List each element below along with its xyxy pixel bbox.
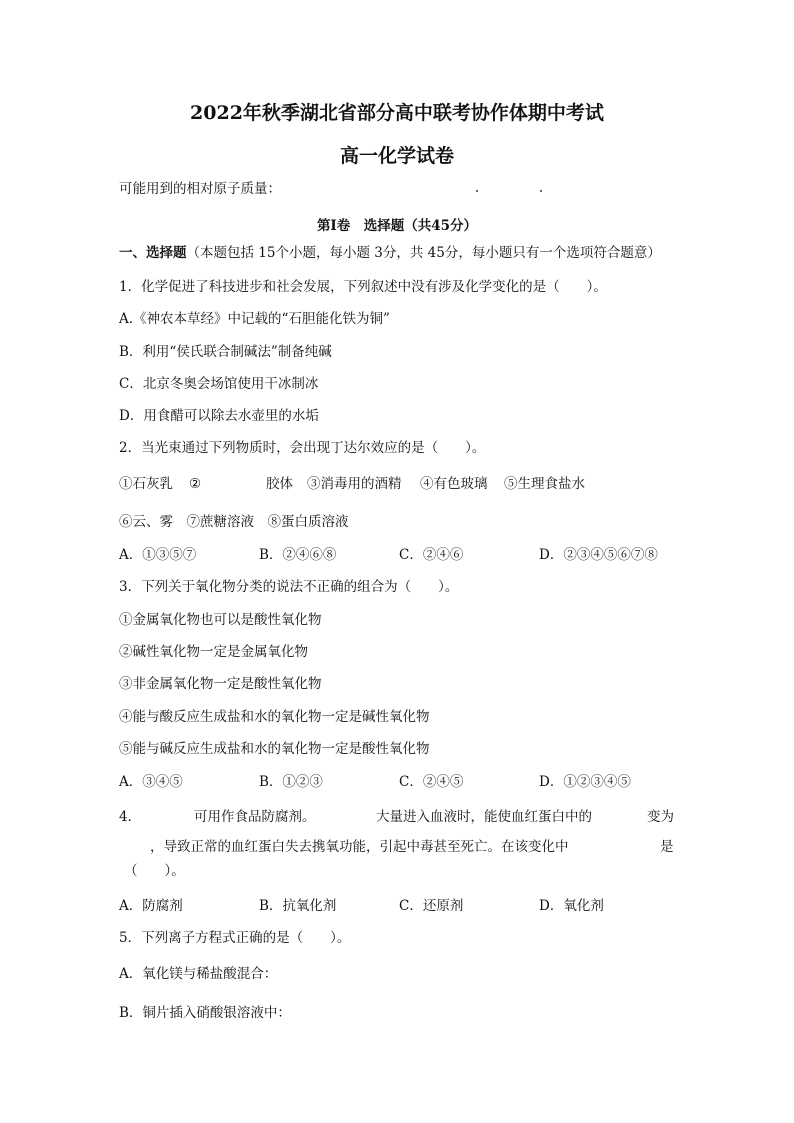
q3-option-a: A．③④⑤	[119, 774, 183, 790]
q3-stem: 3．下列关于氧化物分类的说法不正确的组合为（ ）。	[119, 579, 459, 595]
section1-desc: （本题包括 15个小题，每小题 3分，共 45分，每小题只有一个选项符合题意）	[186, 245, 661, 261]
q2-stem: 2．当光束通过下列物质时，会出现丁达尔效应的是（ ）。	[119, 440, 486, 456]
q2-item-3: ③消毒用的酒精	[307, 476, 402, 492]
q2-item-2: ②	[189, 476, 202, 492]
q4-option-a: A．防腐剂	[119, 898, 183, 914]
q2-item-1: ①石灰乳	[119, 476, 173, 492]
section1-heading: 一、选择题	[119, 245, 187, 261]
q2-item-5: ⑤生理食盐水	[504, 476, 585, 492]
q4-text-6: （ ）。	[124, 863, 185, 879]
q1-option-b: B．利用“侯氏联合制碱法”制备纯碱	[119, 344, 332, 360]
q3-option-d: D．①②③④⑤	[539, 774, 631, 790]
q3-statement-1: ①金属氧化物也可以是酸性氧化物	[119, 612, 322, 628]
q3-option-b: B．①②③	[259, 774, 323, 790]
stray-dot	[476, 190, 478, 192]
q5-stem: 5．下列离子方程式正确的是（ ）。	[119, 930, 351, 946]
atomic-mass-label: 可能用到的相对原子质量：	[119, 181, 281, 197]
q3-statement-5: ⑤能与碱反应生成盐和水的氧化物一定是酸性氧化物	[119, 741, 430, 757]
q4-number: 4．	[119, 809, 142, 825]
q2-option-b: B．②④⑥⑧	[259, 547, 337, 563]
exam-subtitle: 高一化学试卷	[339, 145, 454, 167]
exam-title: 2022年秋季湖北省部分高中联考协作体期中考试	[190, 102, 604, 124]
q4-text-4: ，导致正常的血红蛋白失去携氧功能，引起中毒甚至死亡。在该变化中	[150, 839, 569, 855]
q2-items-line2: ⑥云、雾 ⑦蔗糖溶液 ⑧蛋白质溶液	[119, 514, 349, 530]
q4-text-3: 变为	[647, 809, 674, 825]
q2-option-d: D．②③④⑤⑥⑦⑧	[539, 547, 658, 563]
section1-heading-line	[119, 244, 661, 262]
q4-option-c: C．还原剂	[399, 898, 464, 914]
q3-statement-2: ②碱性氧化物一定是金属氧化物	[119, 644, 308, 660]
stray-dot	[540, 190, 542, 192]
q1-option-c: C．北京冬奥会场馆使用干冰制冰	[119, 376, 319, 392]
q4-text-5: 是	[660, 839, 674, 855]
q3-option-c: C．②④⑤	[399, 774, 464, 790]
q1-stem: 1．化学促进了科技进步和社会发展，下列叙述中没有涉及化学变化的是（ ）。	[119, 279, 607, 295]
q4-option-d: D．氧化剂	[539, 898, 604, 914]
q5-option-a: A．氧化镁与稀盐酸混合：	[119, 966, 278, 982]
q1-option-d: D．用食醋可以除去水壶里的水垢	[119, 408, 319, 424]
q2-item-2-tail: 胶体	[266, 476, 293, 492]
q4-text-2: 大量进入血液时，能使血红蛋白中的	[376, 809, 592, 825]
q3-statement-4: ④能与酸反应生成盐和水的氧化物一定是碱性氧化物	[119, 709, 430, 725]
q2-option-c: C．②④⑥	[399, 547, 464, 563]
q5-option-b: B．铜片插入硝酸银溶液中：	[119, 1005, 291, 1021]
q4-option-b: B．抗氧化剂	[259, 898, 337, 914]
q2-option-a: A．①③⑤⑦	[119, 547, 197, 563]
q3-statement-3: ③非金属氧化物一定是酸性氧化物	[119, 676, 322, 692]
q4-text-1: 可用作食品防腐剂。	[194, 809, 316, 825]
part1-title: 第Ⅰ卷 选择题（共45分）	[316, 218, 478, 234]
q1-option-a: A.《神农本草经》中记载的“石胆能化铁为铜”	[119, 311, 390, 327]
q2-item-4: ④有色玻璃	[420, 476, 488, 492]
